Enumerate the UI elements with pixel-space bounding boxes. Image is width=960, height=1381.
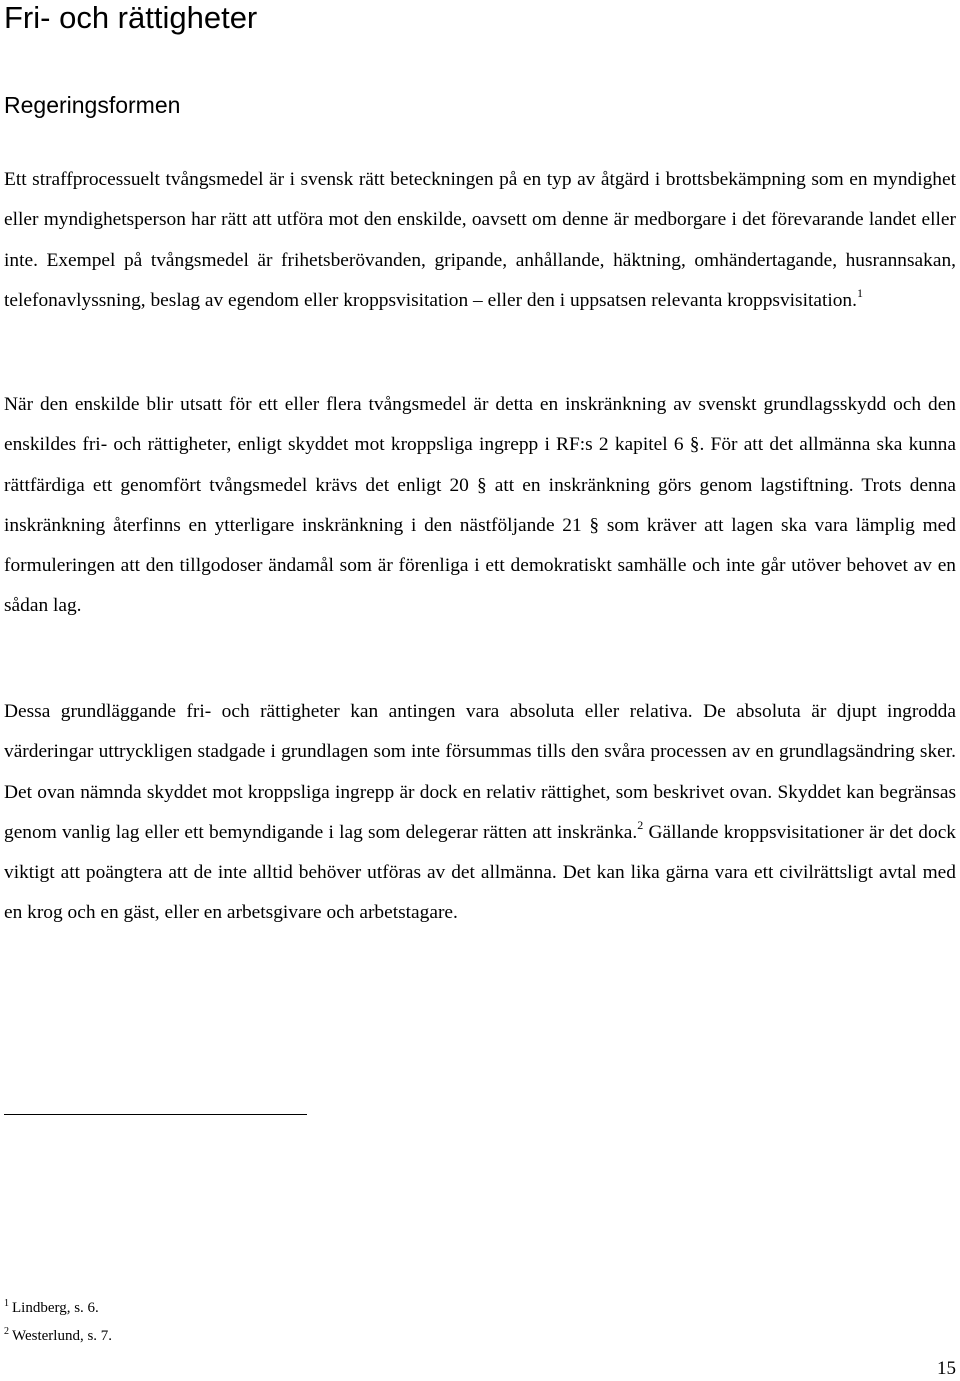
footnote-2-number: 2 <box>4 1326 9 1337</box>
footnote-1 <box>4 1298 99 1318</box>
paragraph-3 <box>4 692 956 934</box>
paragraph-1-text: Ett straffprocessuelt tvångsmedel är i svensk rätt beteckningen på en typ av åtgärd i brottsbekämpning som en myndighet eller myndighetsperson har rätt att utföra mot den enskilde, oavsett om denne är medborgare i det förevarande landet eller inte. Exempel på tvångsmedel är frihetsberövanden, gripande, anhållande, häktning, omhändertagande, husrannsakan, telefonavlyssning, beslag av egendom eller kroppsvisitation – eller den i uppsatsen relevanta kroppsvisitation. <box>4 169 956 311</box>
footnote-2 <box>4 1326 112 1346</box>
footnote-separator <box>4 1114 307 1115</box>
footnote-ref-1[interactable]: 1 <box>856 285 863 300</box>
footnote-2-text: Westerlund, s. 7. <box>12 1328 113 1344</box>
page-number: 15 <box>937 1358 956 1379</box>
footnote-1-number: 1 <box>4 1298 9 1309</box>
paragraph-2: När den enskilde blir utsatt för ett eller flera tvångsmedel är detta en inskränkning av svenskt grundlagsskydd och den enskildes fri- och rättigheter, enligt skyddet mot kroppsliga ingrepp i RF:s 2 kapitel 6 §. För att det allmänna ska kunna rättfärdiga ett genomfört tvångsmedel krävs det enligt 20 § att en inskränkning görs genom lagstiftning. Trots denna inskränkning återfinns en ytterligare inskränkning i den nästföljande 21 § som kräver att lagen ska vara lämplig med formuleringen att den tillgodoser ändamål som är förenliga i ett demokratiskt samhälle och inte går utöver behovet av en sådan lag. <box>4 394 956 617</box>
paragraph-3-text-a: Dessa grundläggande fri- och rättigheter kan antingen vara absoluta eller relativa. De absoluta är djupt ingrodda värderingar uttryckligen stadgade i grundlagen som inte försummas tills den svåra processen av en grundlagsändring sker. Det ovan nämnda skyddet mot kroppsliga ingrepp är dock en relativ rättighet, som beskrivet ovan. Skyddet kan begränsas genom vanlig lag eller ett bemyndigande i lag som delegerar rätten att inskränka. <box>4 701 956 843</box>
paragraph-1 <box>4 160 956 321</box>
paragraph-3-text-b: Gällande kroppsvisitationer är det dock viktigt att poängtera att de inte alltid behöver utföras av det allmänna. Det kan lika gärna vara ett civilrättsligt avtal med en krog och en gäst, eller en arbetsgivare och arbetstagare. <box>4 821 957 924</box>
footnote-ref-2[interactable]: 2 <box>637 817 644 832</box>
footnote-1-text: Lindberg, s. 6. <box>12 1300 99 1316</box>
section-subheading: Regeringsformen <box>4 92 181 118</box>
page-heading: Fri- och rättigheter <box>4 0 258 35</box>
